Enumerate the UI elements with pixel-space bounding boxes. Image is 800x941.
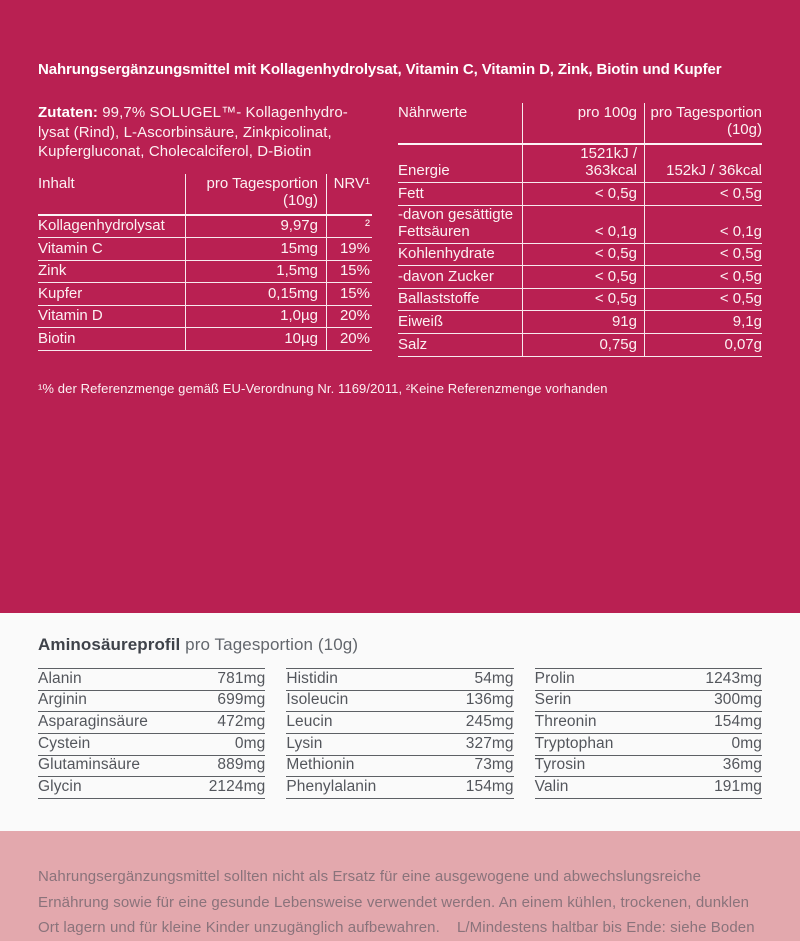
amino-row bbox=[535, 756, 762, 778]
value-per100g: < 0,1g bbox=[523, 206, 645, 243]
nutrition-table bbox=[398, 103, 762, 357]
amino-name: Glutaminsäure bbox=[38, 756, 141, 774]
amino-name: Lysin bbox=[286, 734, 323, 752]
ingredients-line bbox=[38, 103, 372, 123]
nutrient-amount: 15mg bbox=[186, 238, 327, 260]
nutrient-name: Vitamin C bbox=[38, 238, 186, 260]
amino-value: 245mg bbox=[465, 713, 514, 731]
amino-value: 36mg bbox=[722, 756, 762, 774]
table-row bbox=[398, 244, 762, 267]
ingredients-line1: 99,7% SOLUGEL™- Kollagenhydro- bbox=[97, 104, 348, 121]
nutrient-nrv: 19% bbox=[339, 239, 370, 257]
amino-row bbox=[535, 669, 762, 691]
header-per100g: pro 100g bbox=[523, 103, 645, 143]
amino-row bbox=[286, 777, 513, 799]
table-row bbox=[38, 283, 372, 306]
amino-name: Tyrosin bbox=[534, 756, 586, 774]
nutrient-name: Kollagenhydrolysat bbox=[38, 216, 186, 238]
storage-notice-panel bbox=[0, 831, 800, 941]
nutrient-amount: 0,15mg bbox=[186, 283, 327, 305]
amino-value: 154mg bbox=[465, 778, 514, 796]
amino-name: Methionin bbox=[286, 756, 355, 774]
value-portion: < 0,5g bbox=[719, 245, 762, 263]
amino-value: 2124mg bbox=[208, 778, 266, 796]
storage-line: Ort lagern und für kleine Kinder unzugänglich aufbewahren. L/Mindestens haltbar bis Ende: siehe Boden bbox=[38, 919, 755, 936]
ingredients-label: Zutaten: bbox=[38, 104, 98, 121]
nutrient-amount: 9,97g bbox=[186, 216, 327, 238]
amino-row bbox=[535, 734, 762, 756]
table-row bbox=[398, 289, 762, 312]
amino-value: 154mg bbox=[714, 713, 762, 731]
amino-column bbox=[286, 668, 513, 799]
table-row bbox=[398, 183, 762, 206]
amino-name: Asparaginsäure bbox=[38, 713, 148, 731]
amino-row bbox=[286, 756, 513, 778]
amino-name: Tryptophan bbox=[534, 734, 614, 752]
value-portion: < 0,1g bbox=[719, 222, 762, 240]
amino-value: 191mg bbox=[714, 778, 762, 796]
amino-name: Arginin bbox=[38, 691, 87, 709]
amino-name: Glycin bbox=[38, 778, 82, 796]
amino-value: 327mg bbox=[465, 734, 514, 752]
right-column bbox=[398, 103, 762, 357]
amino-name: Prolin bbox=[534, 669, 575, 687]
nutrient-name: Vitamin D bbox=[38, 306, 186, 328]
value-portion: 152kJ / 36kcal bbox=[666, 162, 762, 179]
amino-value: 781mg bbox=[217, 669, 266, 687]
table-row bbox=[398, 334, 762, 357]
nutrient-name: -davon gesättigte Fettsäuren bbox=[398, 206, 523, 243]
nutrition-table-header bbox=[398, 103, 762, 145]
nutrient-name: Kupfer bbox=[38, 283, 186, 305]
amino-columns bbox=[38, 668, 762, 799]
value-portion: 0,07g bbox=[724, 335, 762, 353]
amino-name: Histidin bbox=[286, 669, 338, 687]
nutrient-name: Ballaststoffe bbox=[398, 289, 523, 311]
table-row bbox=[38, 238, 372, 261]
table-row bbox=[398, 145, 762, 183]
storage-line: Ernährung sowie für eine gesunde Lebensweise verwendet werden. An einem kühlen, trockenen, dunklen bbox=[38, 893, 750, 911]
storage-notice bbox=[38, 864, 762, 941]
amino-value: 889mg bbox=[217, 756, 266, 774]
content-table-header bbox=[38, 174, 372, 216]
table-row bbox=[38, 261, 372, 284]
nutrient-name: Kohlenhydrate bbox=[398, 244, 523, 266]
header-portion: pro Tagesportion (10g) bbox=[186, 174, 327, 214]
value-per100g: < 0,5g bbox=[523, 266, 645, 288]
amino-value: 472mg bbox=[217, 713, 266, 731]
left-column bbox=[38, 103, 372, 357]
amino-value: 699mg bbox=[217, 691, 266, 709]
reference-footnote: ¹% der Referenzmenge gemäß EU-Verordnung Nr. 1169/2011, ²Keine Referenzmenge vorhanden bbox=[38, 380, 608, 396]
amino-row bbox=[38, 777, 265, 799]
amino-profile-title bbox=[38, 635, 762, 655]
header-inhalt: Inhalt bbox=[38, 174, 186, 214]
amino-name: Cystein bbox=[38, 734, 91, 752]
value-per100g: < 0,5g bbox=[523, 244, 645, 266]
ingredients-line3: Kupfergluconat, Cholecalciferol, D-Biotin bbox=[38, 143, 312, 160]
header-naehrwerte: Nährwerte bbox=[398, 103, 523, 143]
value-portion: < 0,5g bbox=[719, 267, 762, 285]
amino-name: Leucin bbox=[286, 713, 333, 731]
content-table bbox=[38, 174, 372, 352]
amino-value: 1243mg bbox=[705, 669, 762, 687]
amino-name: Isoleucin bbox=[286, 691, 349, 709]
amino-row bbox=[38, 756, 265, 778]
nutrient-nrv: 15% bbox=[339, 284, 370, 302]
table-row bbox=[38, 306, 372, 329]
amino-row bbox=[286, 691, 513, 713]
nutrient-nrv: ² bbox=[365, 217, 370, 235]
storage-line: Nahrungsergänzungsmittel sollten nicht als Ersatz für eine ausgewogene und abwechslungsreiche bbox=[38, 868, 702, 885]
amino-value: 300mg bbox=[714, 691, 762, 709]
amino-name: Valin bbox=[534, 778, 569, 796]
table-row bbox=[38, 216, 372, 239]
table-row bbox=[398, 266, 762, 289]
amino-name: Serin bbox=[534, 691, 572, 709]
amino-row bbox=[286, 669, 513, 691]
nutrient-amount: 10µg bbox=[186, 328, 327, 350]
nutrient-nrv: 20% bbox=[339, 330, 370, 348]
nutrient-name: Biotin bbox=[38, 328, 186, 350]
value-per100g: < 0,5g bbox=[523, 183, 645, 205]
amino-row bbox=[38, 669, 265, 691]
amino-value: 73mg bbox=[474, 756, 514, 774]
amino-name: Phenylalanin bbox=[286, 778, 377, 796]
nutrient-nrv: 15% bbox=[339, 262, 370, 280]
table-row bbox=[398, 206, 762, 244]
nutrient-name: Zink bbox=[38, 261, 186, 283]
amino-row bbox=[38, 734, 265, 756]
value-portion: < 0,5g bbox=[719, 184, 762, 202]
value-per100g: < 0,5g bbox=[523, 289, 645, 311]
value-per100g: 0,75g bbox=[523, 334, 645, 356]
amino-value: 0mg bbox=[234, 734, 266, 752]
nutrient-name: Eiweiß bbox=[398, 311, 523, 333]
header-portion: pro Tagesportion (10g) bbox=[650, 104, 762, 138]
value-portion: < 0,5g bbox=[719, 290, 762, 308]
table-row bbox=[398, 311, 762, 334]
amino-name: Threonin bbox=[534, 713, 597, 731]
amino-value: 0mg bbox=[731, 734, 762, 752]
amino-row bbox=[535, 777, 762, 799]
nutrient-amount: 1,0µg bbox=[186, 306, 327, 328]
amino-column bbox=[535, 668, 762, 799]
nutrient-name: Energie bbox=[398, 145, 523, 182]
amino-row bbox=[535, 691, 762, 713]
amino-row bbox=[286, 712, 513, 734]
value-per100g: 1521kJ / 363kcal bbox=[523, 145, 645, 182]
amino-value: 136mg bbox=[465, 691, 514, 709]
amino-row bbox=[535, 712, 762, 734]
product-title: Nahrungsergänzungsmittel mit Kollagenhydrolysat, Vitamin C, Vitamin D, Zink, Biotin und Kupfer bbox=[38, 61, 722, 78]
nutrient-amount: 1,5mg bbox=[186, 261, 327, 283]
value-portion: 9,1g bbox=[732, 312, 762, 330]
nutrient-name: Salz bbox=[398, 334, 523, 356]
amino-name: Alanin bbox=[38, 669, 82, 687]
value-per100g: 91g bbox=[523, 311, 645, 333]
amino-value: 54mg bbox=[474, 669, 514, 687]
table-row bbox=[38, 328, 372, 351]
amino-column bbox=[38, 668, 265, 799]
amino-row bbox=[38, 691, 265, 713]
nutrient-name: -davon Zucker bbox=[398, 266, 523, 288]
amino-title-subtitle: pro Tagesportion (10g) bbox=[185, 635, 359, 654]
ingredients-text bbox=[38, 103, 372, 162]
amino-row bbox=[286, 734, 513, 756]
panel-columns bbox=[38, 103, 762, 357]
amino-title-bold: Aminosäureprofil bbox=[38, 635, 181, 654]
ingredients-line2: lysat (Rind), L-Ascorbinsäure, Zinkpicolinat, bbox=[38, 123, 332, 141]
nutrient-name: Fett bbox=[398, 183, 523, 205]
header-nrv: NRV¹ bbox=[333, 174, 370, 192]
nutrient-nrv: 20% bbox=[339, 307, 370, 325]
amino-acid-panel bbox=[0, 613, 800, 831]
amino-row bbox=[38, 712, 265, 734]
